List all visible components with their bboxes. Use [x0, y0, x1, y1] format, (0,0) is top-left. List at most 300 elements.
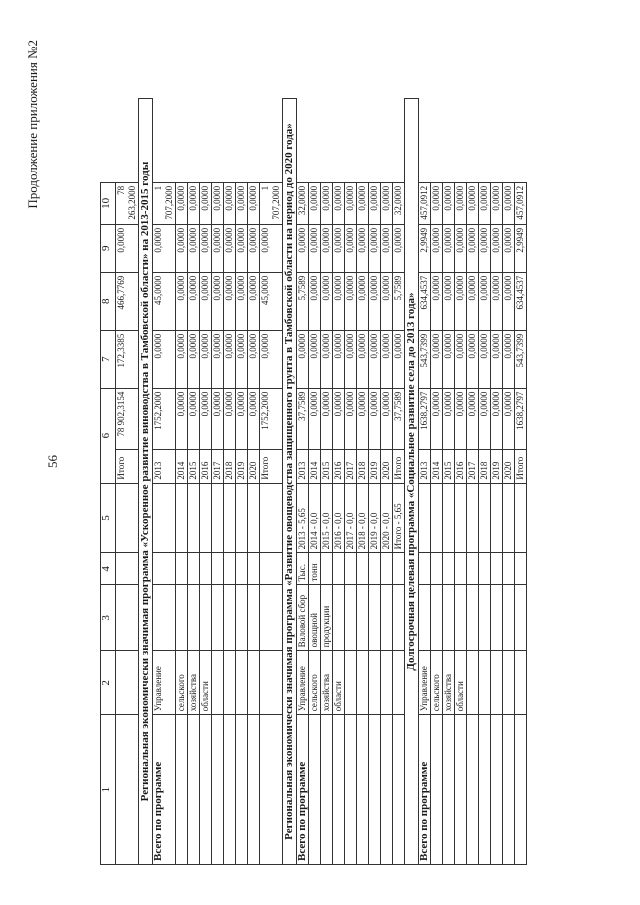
- executor-cell: области: [455, 651, 467, 715]
- value-v8: 0,0000: [248, 272, 260, 330]
- target-cell: [260, 483, 283, 553]
- value-v10: 0,0000: [455, 182, 467, 224]
- target-cell: 2017 - 0,0: [345, 483, 357, 553]
- section-title: Региональная экономически значимая программа «Развитие овощеводства защищенного грунта в Тамбовской области на период до 2020 года»: [283, 99, 297, 865]
- indicator-cell: [224, 585, 236, 651]
- section-total-row: [515, 99, 527, 865]
- total-label-cell: [443, 715, 455, 865]
- total-label-cell: [345, 715, 357, 865]
- executor-cell: Управление: [153, 651, 176, 715]
- value-v7: 0,0000: [236, 330, 248, 388]
- value-v9: 0,0000: [357, 224, 369, 272]
- value-v10: 0,0000: [224, 182, 236, 224]
- unit-cell: [491, 553, 503, 585]
- executor-cell: [357, 651, 369, 715]
- year-cell: 2018: [357, 449, 369, 483]
- top-total-v9: 0,0000: [116, 224, 139, 272]
- value-v7: 0,0000: [321, 330, 333, 388]
- value-v6: 0,0000: [431, 388, 443, 449]
- value-v6: 0,0000: [200, 388, 212, 449]
- value-v9: 0,0000: [503, 224, 515, 272]
- total-label-cell: [212, 715, 224, 865]
- target-cell: [176, 483, 188, 553]
- indicator-cell: [176, 585, 188, 651]
- indicator-cell: [212, 585, 224, 651]
- value-v6: 0,0000: [455, 388, 467, 449]
- value-v10: 0,0000: [333, 182, 345, 224]
- value-v9: 0,0000: [333, 224, 345, 272]
- unit-cell: [479, 553, 491, 585]
- year-row: [479, 99, 491, 865]
- executor-cell: сельского: [176, 651, 188, 715]
- value-v7: 0,0000: [224, 330, 236, 388]
- value-v9: 0,0000: [297, 224, 309, 272]
- value-v9: 0,0000: [212, 224, 224, 272]
- total-label-cell: [369, 715, 381, 865]
- value-v8: 45,0000: [153, 272, 176, 330]
- unit-cell: [153, 553, 176, 585]
- year-cell: 2016: [333, 449, 345, 483]
- value-v6: 0,0000: [443, 388, 455, 449]
- unit-cell: [345, 553, 357, 585]
- year-row: [212, 99, 224, 865]
- value-v7: 0,0000: [260, 330, 283, 388]
- year-row: [188, 99, 200, 865]
- value-v8: 0,0000: [188, 272, 200, 330]
- value-v9: 0,0000: [224, 224, 236, 272]
- year-cell: 2013: [297, 449, 309, 483]
- executor-cell: хозяйства: [321, 651, 333, 715]
- value-v6: 0,0000: [381, 388, 393, 449]
- col-header-4: 4: [101, 553, 116, 585]
- year-cell: 2015: [443, 449, 455, 483]
- value-v6: 0,0000: [188, 388, 200, 449]
- year-row: [503, 99, 515, 865]
- unit-cell: [381, 553, 393, 585]
- total-label-cell: [491, 715, 503, 865]
- year-cell: 2013: [419, 449, 431, 483]
- value-v7: 0,0000: [333, 330, 345, 388]
- indicator-cell: [188, 585, 200, 651]
- value-v8: 0,0000: [491, 272, 503, 330]
- unit-cell: тонн: [309, 553, 321, 585]
- executor-cell: [212, 651, 224, 715]
- indicator-cell: [333, 585, 345, 651]
- executor-cell: [491, 651, 503, 715]
- total-label-cell: [200, 715, 212, 865]
- target-cell: [153, 483, 176, 553]
- value-v9: 0,0000: [176, 224, 188, 272]
- executor-cell: области: [333, 651, 345, 715]
- unit-cell: [467, 553, 479, 585]
- target-cell: [200, 483, 212, 553]
- executor-cell: [248, 651, 260, 715]
- total-label-cell: [309, 715, 321, 865]
- unit-cell: [188, 553, 200, 585]
- target-cell: [503, 483, 515, 553]
- value-v9: 2,9949: [419, 224, 431, 272]
- unit-cell: [503, 553, 515, 585]
- continuation-title: Продолжение приложения №2: [25, 40, 40, 209]
- section-total-row: [260, 99, 283, 865]
- unit-cell: [212, 553, 224, 585]
- unit-cell: [248, 553, 260, 585]
- executor-cell: сельского: [431, 651, 443, 715]
- value-v8: 634,4537: [419, 272, 431, 330]
- value-v6: 0,0000: [357, 388, 369, 449]
- value-v9: 0,0000: [455, 224, 467, 272]
- value-v8: 0,0000: [357, 272, 369, 330]
- year-cell: Итого: [515, 449, 527, 483]
- total-label-cell: [431, 715, 443, 865]
- value-v6: 1638,2797: [419, 388, 431, 449]
- year-cell: 2014: [431, 449, 443, 483]
- value-v8: 5,7589: [393, 272, 405, 330]
- col-header-10: 10: [101, 182, 116, 224]
- year-row: [419, 99, 431, 865]
- value-v10: 0,0000: [212, 182, 224, 224]
- target-cell: [443, 483, 455, 553]
- value-v9: 0,0000: [200, 224, 212, 272]
- total-label-cell: [393, 715, 405, 865]
- value-v6: 0,0000: [333, 388, 345, 449]
- top-total-row: [116, 99, 139, 865]
- value-v8: 0,0000: [212, 272, 224, 330]
- unit-cell: [200, 553, 212, 585]
- year-row: [357, 99, 369, 865]
- year-row: [321, 99, 333, 865]
- target-cell: 2014 - 0,0: [309, 483, 321, 553]
- executor-cell: хозяйства: [443, 651, 455, 715]
- executor-cell: [381, 651, 393, 715]
- value-v6: 0,0000: [345, 388, 357, 449]
- target-cell: [515, 483, 527, 553]
- value-v6: 0,0000: [479, 388, 491, 449]
- executor-cell: [503, 651, 515, 715]
- col-header-2: 2: [101, 651, 116, 715]
- year-cell: 2019: [236, 449, 248, 483]
- col-header-1: 1: [101, 715, 116, 865]
- value-v7: 0,0000: [431, 330, 443, 388]
- executor-cell: [345, 651, 357, 715]
- total-label-cell: [188, 715, 200, 865]
- value-v10: 0,0000: [357, 182, 369, 224]
- target-cell: [236, 483, 248, 553]
- col-header-5: 5: [101, 483, 116, 553]
- value-v8: 45,0000: [260, 272, 283, 330]
- year-row: [345, 99, 357, 865]
- value-v8: 0,0000: [503, 272, 515, 330]
- indicator-cell: [443, 585, 455, 651]
- total-label-cell: [503, 715, 515, 865]
- value-v9: 0,0000: [188, 224, 200, 272]
- total-label-cell: [236, 715, 248, 865]
- unit-cell: [393, 553, 405, 585]
- value-v7: 543,7399: [515, 330, 527, 388]
- total-label-cell: [333, 715, 345, 865]
- top-total-v6: 78 902,3154: [116, 388, 139, 449]
- value-v10: 0,0000: [503, 182, 515, 224]
- section-title-row: [139, 99, 153, 865]
- section-title-row: [405, 99, 419, 865]
- section-title-row: [283, 99, 297, 865]
- program-table: [100, 98, 527, 865]
- value-v9: 0,0000: [381, 224, 393, 272]
- total-label-cell: Всего по программе: [419, 715, 431, 865]
- unit-cell: Тыс.: [297, 553, 309, 585]
- year-row: [200, 99, 212, 865]
- unit-cell: [443, 553, 455, 585]
- value-v9: 0,0000: [479, 224, 491, 272]
- year-cell: Итого: [393, 449, 405, 483]
- year-row: [369, 99, 381, 865]
- target-cell: [188, 483, 200, 553]
- target-cell: [224, 483, 236, 553]
- value-v10: 0,0000: [188, 182, 200, 224]
- value-v10: 32,0000: [393, 182, 405, 224]
- executor-cell: [224, 651, 236, 715]
- value-v9: 0,0000: [260, 224, 283, 272]
- target-cell: [419, 483, 431, 553]
- year-row: [224, 99, 236, 865]
- value-v7: 0,0000: [357, 330, 369, 388]
- total-label-cell: [321, 715, 333, 865]
- value-v6: 0,0000: [467, 388, 479, 449]
- indicator-cell: [393, 585, 405, 651]
- value-v7: 0,0000: [479, 330, 491, 388]
- year-cell: 2019: [491, 449, 503, 483]
- total-label-cell: [381, 715, 393, 865]
- executor-cell: [393, 651, 405, 715]
- indicator-cell: [467, 585, 479, 651]
- total-label-cell: [176, 715, 188, 865]
- indicator-cell: [503, 585, 515, 651]
- year-cell: 2014: [309, 449, 321, 483]
- indicator-cell: овощной: [309, 585, 321, 651]
- target-cell: 2013 - 5,65: [297, 483, 309, 553]
- unit-cell: [236, 553, 248, 585]
- executor-cell: [236, 651, 248, 715]
- value-v7: 0,0000: [455, 330, 467, 388]
- unit-cell: [333, 553, 345, 585]
- value-v8: 634,4537: [515, 272, 527, 330]
- value-v8: 0,0000: [236, 272, 248, 330]
- value-v7: 0,0000: [393, 330, 405, 388]
- indicator-cell: [381, 585, 393, 651]
- section-title: Региональная экономически значимая программа «Ускоренное развитие виноводства в Тамбовской области» на 2013-2015 годы: [139, 99, 153, 865]
- value-v10: 0,0000: [345, 182, 357, 224]
- column-number-row: [101, 99, 116, 865]
- year-row: [467, 99, 479, 865]
- value-v7: 0,0000: [369, 330, 381, 388]
- executor-cell: сельского: [309, 651, 321, 715]
- total-label-cell: [224, 715, 236, 865]
- target-cell: [431, 483, 443, 553]
- value-v7: 543,7399: [419, 330, 431, 388]
- target-cell: [491, 483, 503, 553]
- year-cell: 2016: [455, 449, 467, 483]
- value-v10: 0,0000: [369, 182, 381, 224]
- value-v7: 0,0000: [467, 330, 479, 388]
- value-v7: 0,0000: [297, 330, 309, 388]
- target-cell: 2020 - 0,0: [381, 483, 393, 553]
- unit-cell: [455, 553, 467, 585]
- year-row: [491, 99, 503, 865]
- target-cell: 2016 - 0,0: [333, 483, 345, 553]
- target-cell: [479, 483, 491, 553]
- value-v8: 0,0000: [369, 272, 381, 330]
- year-row: [431, 99, 443, 865]
- target-cell: [455, 483, 467, 553]
- year-row: [297, 99, 309, 865]
- indicator-cell: продукции: [321, 585, 333, 651]
- value-v6: 1638,2797: [515, 388, 527, 449]
- unit-cell: [321, 553, 333, 585]
- total-label-cell: [455, 715, 467, 865]
- target-cell: 2018 - 0,0: [357, 483, 369, 553]
- year-row: [443, 99, 455, 865]
- value-v6: 0,0000: [321, 388, 333, 449]
- target-cell: [467, 483, 479, 553]
- year-row: [236, 99, 248, 865]
- value-v8: 0,0000: [443, 272, 455, 330]
- target-cell: [212, 483, 224, 553]
- indicator-cell: [236, 585, 248, 651]
- top-total-v8: 466,7769: [116, 272, 139, 330]
- section-total-row: [393, 99, 405, 865]
- indicator-cell: [357, 585, 369, 651]
- value-v10: 0,0000: [381, 182, 393, 224]
- executor-cell: [260, 651, 283, 715]
- value-v8: 0,0000: [467, 272, 479, 330]
- total-label-cell: [260, 715, 283, 865]
- unit-cell: [357, 553, 369, 585]
- year-cell: 2017: [212, 449, 224, 483]
- value-v10: 32,0000: [297, 182, 309, 224]
- year-cell: 2015: [321, 449, 333, 483]
- value-v9: 0,0000: [369, 224, 381, 272]
- value-v8: 0,0000: [345, 272, 357, 330]
- year-row: [176, 99, 188, 865]
- year-cell: 2015: [188, 449, 200, 483]
- value-v7: 0,0000: [381, 330, 393, 388]
- year-cell: 2018: [479, 449, 491, 483]
- value-v9: 0,0000: [248, 224, 260, 272]
- value-v9: 0,0000: [467, 224, 479, 272]
- indicator-cell: [345, 585, 357, 651]
- value-v8: 0,0000: [333, 272, 345, 330]
- value-v6: 1752,2000: [260, 388, 283, 449]
- value-v9: 0,0000: [345, 224, 357, 272]
- value-v6: 37,7589: [297, 388, 309, 449]
- value-v10: 0,0000: [200, 182, 212, 224]
- year-cell: 2014: [176, 449, 188, 483]
- year-row: [248, 99, 260, 865]
- total-label-cell: [479, 715, 491, 865]
- value-v8: 5,7589: [297, 272, 309, 330]
- table-body: [101, 99, 527, 865]
- year-cell: 2017: [467, 449, 479, 483]
- executor-cell: Управление: [419, 651, 431, 715]
- year-row: [309, 99, 321, 865]
- value-v7: 0,0000: [212, 330, 224, 388]
- indicator-cell: [200, 585, 212, 651]
- value-v10: 457,0912: [419, 182, 431, 224]
- value-v8: 0,0000: [176, 272, 188, 330]
- value-v7: 0,0000: [200, 330, 212, 388]
- value-v8: 0,0000: [309, 272, 321, 330]
- col-header-9: 9: [101, 224, 116, 272]
- total-label-cell: Всего по программе: [297, 715, 309, 865]
- value-v6: 0,0000: [176, 388, 188, 449]
- value-v7: 0,0000: [503, 330, 515, 388]
- executor-cell: хозяйства: [188, 651, 200, 715]
- top-total-v7: 172,3385: [116, 330, 139, 388]
- indicator-cell: [431, 585, 443, 651]
- total-label-cell: Всего по программе: [153, 715, 176, 865]
- value-v10: 0,0000: [479, 182, 491, 224]
- year-row: [333, 99, 345, 865]
- value-v7: 0,0000: [248, 330, 260, 388]
- value-v6: 0,0000: [369, 388, 381, 449]
- value-v6: 0,0000: [224, 388, 236, 449]
- value-v7: 0,0000: [345, 330, 357, 388]
- value-v6: 0,0000: [503, 388, 515, 449]
- value-v7: 0,0000: [443, 330, 455, 388]
- value-v10: 0,0000: [491, 182, 503, 224]
- indicator-cell: [419, 585, 431, 651]
- year-row: [381, 99, 393, 865]
- value-v6: 0,0000: [212, 388, 224, 449]
- year-cell: 2020: [248, 449, 260, 483]
- year-cell: 2016: [200, 449, 212, 483]
- value-v9: 2,9949: [515, 224, 527, 272]
- year-row: [455, 99, 467, 865]
- year-cell: 2017: [345, 449, 357, 483]
- year-cell: 2020: [503, 449, 515, 483]
- value-v6: 0,0000: [236, 388, 248, 449]
- value-v6: 1752,2000: [153, 388, 176, 449]
- value-v7: 0,0000: [188, 330, 200, 388]
- value-v10: 1 707,2000: [260, 182, 283, 224]
- value-v9: 0,0000: [393, 224, 405, 272]
- value-v8: 0,0000: [321, 272, 333, 330]
- indicator-cell: [455, 585, 467, 651]
- unit-cell: [369, 553, 381, 585]
- value-v9: 0,0000: [153, 224, 176, 272]
- value-v7: 0,0000: [176, 330, 188, 388]
- value-v7: 0,0000: [153, 330, 176, 388]
- unit-cell: [515, 553, 527, 585]
- value-v6: 0,0000: [309, 388, 321, 449]
- target-cell: 2015 - 0,0: [321, 483, 333, 553]
- col-header-7: 7: [101, 330, 116, 388]
- value-v9: 0,0000: [321, 224, 333, 272]
- total-label-cell: [357, 715, 369, 865]
- indicator-cell: [369, 585, 381, 651]
- executor-cell: [479, 651, 491, 715]
- executor-cell: [369, 651, 381, 715]
- total-label-cell: [515, 715, 527, 865]
- value-v10: 1 707,2000: [153, 182, 176, 224]
- value-v7: 0,0000: [491, 330, 503, 388]
- indicator-cell: [491, 585, 503, 651]
- year-cell: 2013: [153, 449, 176, 483]
- value-v10: 0,0000: [467, 182, 479, 224]
- total-label-cell: [248, 715, 260, 865]
- col-header-6: 6: [101, 388, 116, 483]
- executor-cell: Управление: [297, 651, 309, 715]
